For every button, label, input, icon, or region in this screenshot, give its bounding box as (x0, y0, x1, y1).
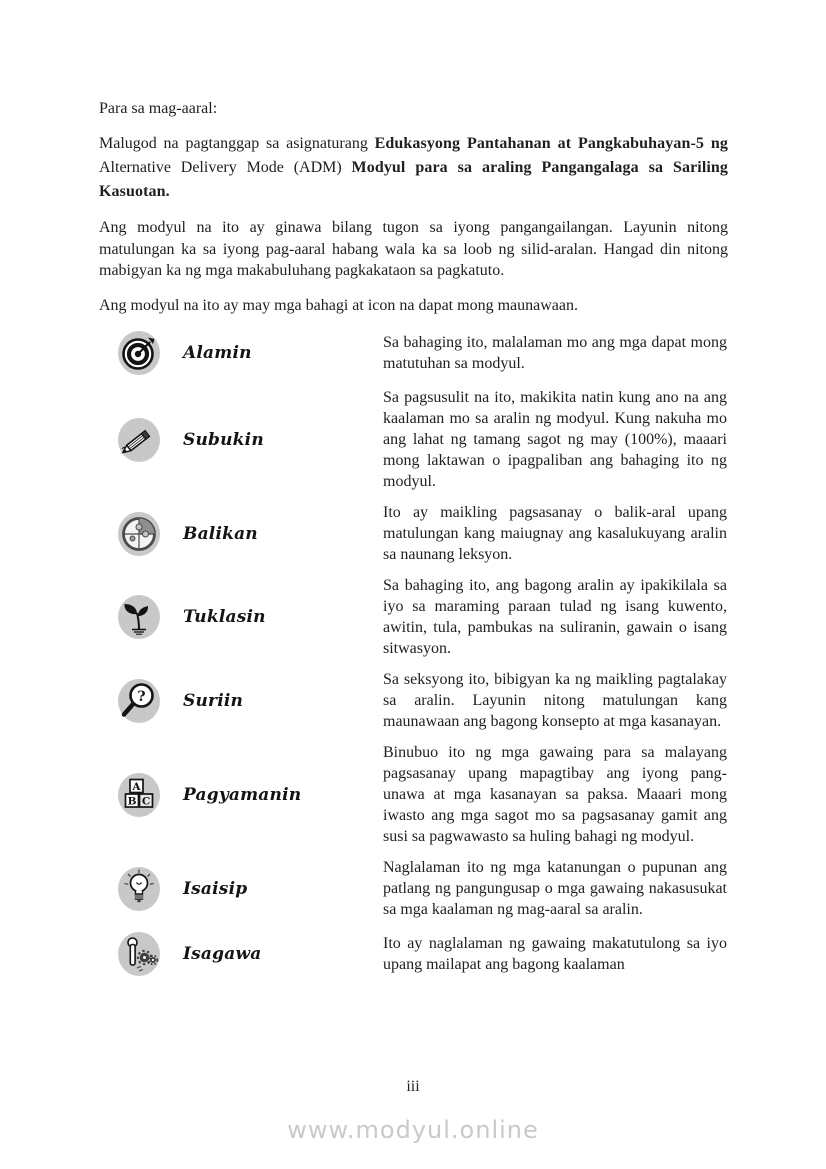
icon-guide-row-subukin (99, 387, 728, 492)
target-icon (115, 329, 163, 377)
icon-label: Alamin (183, 343, 252, 363)
svg-text:C: C (141, 794, 151, 807)
icon-label: Isaisip (183, 878, 248, 899)
icon-label: Pagyamanin (183, 784, 302, 805)
icon-description: Ito ay maikling pagsasanay o balik-aral upang matulungan kang maiugnay ang kasalukuyang aralin sa naunang leksyon. (383, 504, 727, 563)
purpose-paragraph: Ang modyul na ito ay ginawa bilang tugon sa iyong pangangailangan. Layunin nitong matulungan ka sa iyong pag-aaral habang wala ka sa loob ng silid-aralan. Hangad din nitong mabigyan ka ng mga makabuluhang pagkakataon sa pagkatuto. (99, 219, 728, 279)
svg-text:B: B (127, 794, 137, 807)
pencil-icon (115, 416, 163, 464)
icon-label: Isagawa (183, 944, 262, 964)
icon-description: Sa pagsusulit na ito, makikita natin kung ano na ang kaalaman mo sa aralin ng modyul. Kung nakuha mo ang lahat ng tamang sagot ng may (100%), maaari mong laktawan o ipagpaliban ang bahaging ito ng modyul. (383, 389, 727, 490)
icon-guide-row-pagyamanin (99, 742, 728, 847)
icon-label: Suriin (183, 690, 244, 711)
icon-description: Ito ay naglalaman ng gawaing makatutulong sa iyo upang mailapat ang bagong kaalaman (383, 935, 727, 973)
row-left (99, 677, 383, 725)
abc-blocks-icon (115, 771, 163, 819)
icon-guide-row-isagawa (99, 930, 728, 978)
icon-label: Tuklasin (183, 607, 266, 627)
puzzle-icon (115, 510, 163, 558)
row-left (99, 416, 383, 464)
row-left (99, 510, 383, 558)
watermark-text: www.modyul.online (287, 1116, 539, 1144)
page-content (99, 98, 728, 988)
icon-description: Naglalaman ito ng mga katanungan o pupunan ang patlang ng pangungusap o mga gawaing nakasusukat sa mga kaalaman ng mag-aaral sa aralin. (383, 859, 727, 918)
salutation: Para sa mag-aaral: (99, 100, 218, 117)
page-number: iii (406, 1078, 420, 1095)
icon-guide-row-alamin (99, 329, 728, 377)
svg-text:?: ? (137, 688, 146, 705)
icon-label: Subukin (183, 429, 264, 450)
lightbulb-icon (115, 865, 163, 913)
row-left (99, 329, 383, 377)
magnifier-question-icon (115, 677, 163, 725)
icon-description: Sa seksyong ito, bibigyan ka ng maikling pagtalakay sa aralin. Layunin nitong matulungan kang maunawaan ang bagong konsepto at mga kasanayan. (383, 671, 727, 730)
welcome-paragraph: Malugod na pagtanggap sa asignaturang Edukasyong Pantahanan at Pangkabuhayan-5 ng Alternative Delivery Mode (ADM) Modyul para sa araling Pangangalaga sa Sariling Kasuotan. (99, 135, 729, 200)
tools-icon (115, 930, 163, 978)
icon-description: Binubuo ito ng mga gawaing para sa malayang pagsasanay upang mapagtibay ang iyong pang-unawa at mga kasanayan sa paksa. Maaari mong iwasto ang mga sagot mo sa pagsasanay gamit ang susi sa pagwawasto sa huling bahagi ng modyul. (383, 744, 727, 845)
icon-guide-row-balikan (99, 502, 728, 565)
row-left (99, 865, 383, 913)
icon-label: Balikan (183, 523, 258, 544)
row-left (99, 771, 383, 819)
sprout-icon (115, 593, 163, 641)
icon-guide-lead-paragraph: Ang modyul na ito ay may mga bahagi at icon na dapat mong maunawaan. (99, 296, 578, 314)
row-left (99, 930, 383, 978)
icon-description: Sa bahaging ito, malalaman mo ang mga dapat mong matutuhan sa modyul. (383, 334, 727, 372)
svg-text:A: A (132, 780, 141, 793)
row-left (99, 593, 383, 641)
icon-description: Sa bahaging ito, ang bagong aralin ay ipakikilala sa iyo sa maraming paraan tulad ng isang kuwento, awitin, tula, pambukas na suliranin, gawain o isang sitwasyon. (383, 577, 727, 657)
icon-guide-row-tuklasin (99, 575, 728, 659)
icon-guide-row-isaisip (99, 857, 728, 920)
icon-guide-row-suriin (99, 669, 728, 732)
icon-guide (99, 329, 728, 978)
